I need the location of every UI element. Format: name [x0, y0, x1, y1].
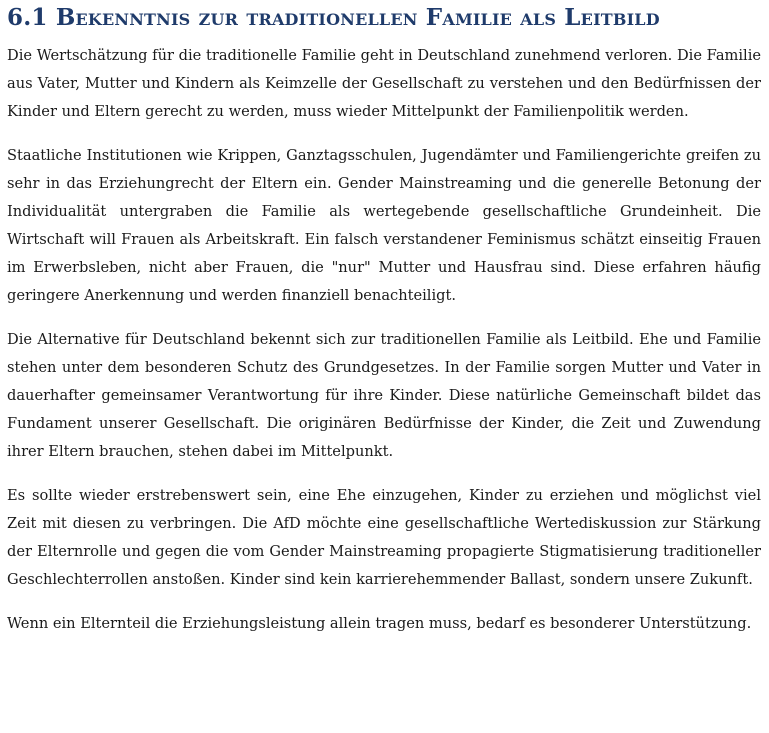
paragraph: Die Wertschätzung für die traditionelle Familie geht in Deutschland zunehmend verloren. Die Familie aus Vater, Mutter und Kindern als Keimzelle der Gesellschaft zu verstehen und den Bedürfnissen der Kinder und Eltern gerecht zu werden, muss wieder Mittelpunkt der Familienpolitik werden.	[7, 47, 761, 120]
paragraph: Staatliche Institutionen wie Krippen, Ganztagsschulen, Jugendämter und Familiengerichte greifen zu sehr in das Erziehungrecht der Eltern ein. Gender Mainstreaming und die generelle Betonung der Individualität untergraben die Familie als wertegebende gesellschaftliche Grundeinheit. Die Wirtschaft will Frauen als Arbeitskraft. Ein falsch verstandener Feminismus schätzt einseitig Frauen im Erwerbsleben, nicht aber Frauen, die "nur" Mutter und Hausfrau sind. Diese erfahren häufig geringere Anerkennung und werden finanziell benachteiligt.	[7, 147, 761, 304]
section-heading	[7, 3, 761, 33]
paragraph: Es sollte wieder erstrebenswert sein, eine Ehe einzugehen, Kinder zu erziehen und möglichst viel Zeit mit diesen zu verbringen. Die AfD möchte eine gesellschaftliche Wertediskussion zur Stärkung der Elternrolle und gegen die vom Gender Mainstreaming propagierte Stigmatisierung traditioneller Geschlechterrollen anstoßen. Kinder sind kein karrierehemmender Ballast, sondern unsere Zukunft.	[7, 487, 761, 588]
paragraph: Wenn ein Elternteil die Erziehungsleistung allein tragen muss, bedarf es besonderer Unterstützung.	[7, 615, 752, 632]
section-title: Bekenntnis zur traditionellen Familie als Leitbild	[55, 4, 660, 31]
paragraph: Die Alternative für Deutschland bekennt sich zur traditionellen Familie als Leitbild. Ehe und Familie stehen unter dem besonderen Schutz des Grundgesetzes. In der Familie sorgen Mutter und Vater in dauerhafter gemeinsamer Verantwortung für ihre Kinder. Diese natürliche Gemeinschaft bildet das Fundament unserer Gesellschaft. Die originären Bedürfnisse der Kinder, die Zeit und Zuwendung ihrer Eltern brauchen, stehen dabei im Mittelpunkt.	[7, 331, 761, 460]
section-number: 6.1	[7, 4, 48, 31]
